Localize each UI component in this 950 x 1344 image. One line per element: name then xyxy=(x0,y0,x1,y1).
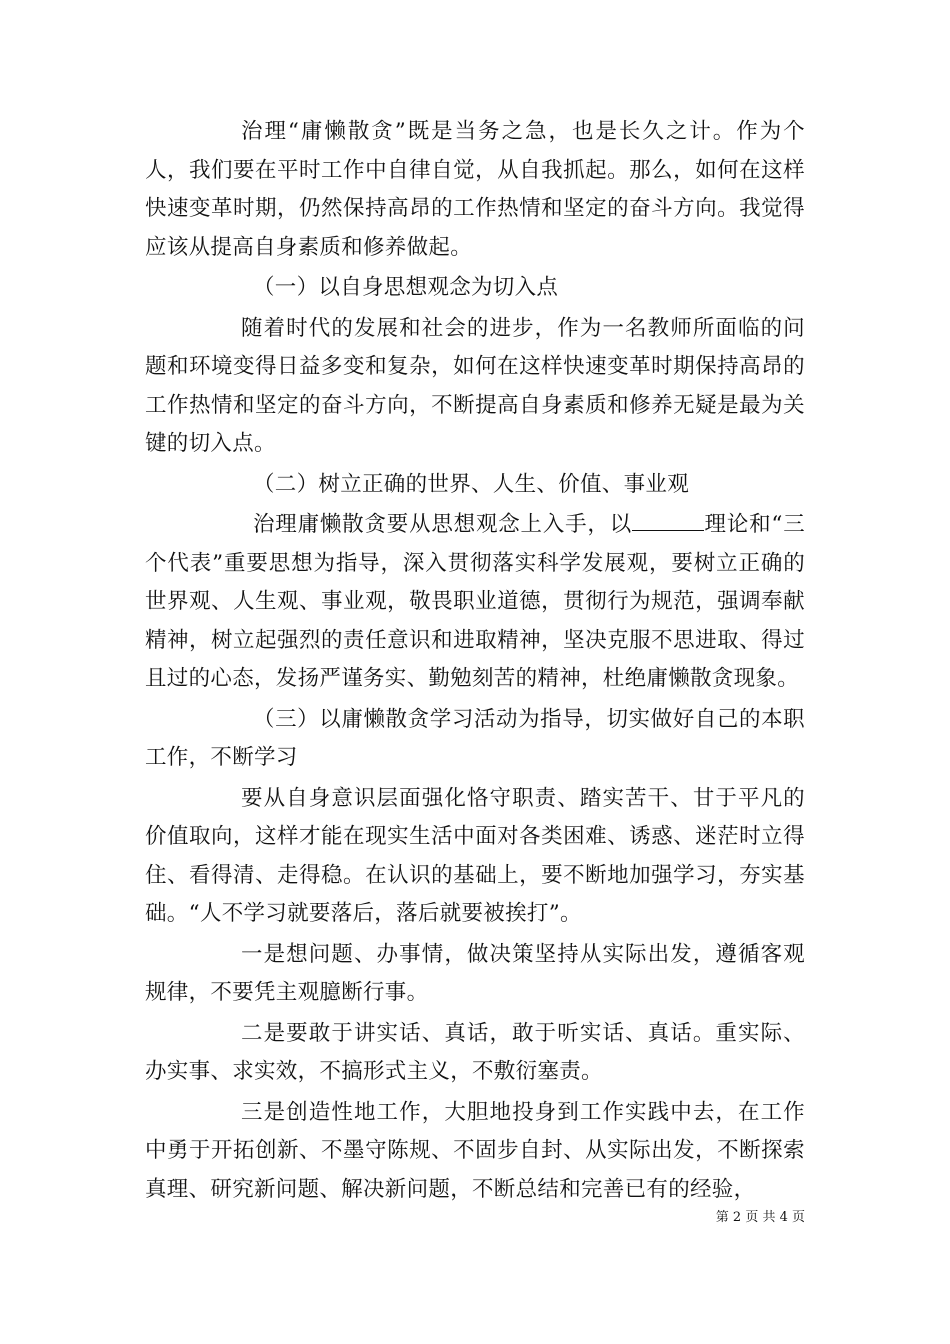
paragraph-point-3: 三是创造性地工作，大胆地投身到工作实践中去，在工作中勇于开拓创新、不墨守陈规、不固步自封、从实际出发，不断探索真理、研究新问题、解决新问题，不断总结和完善已有的经验， xyxy=(145,1099,805,1202)
paragraph-section-1: 随着时代的发展和社会的进步，作为一名教师所面临的问题和环境变得日益多变和复杂，如何在这样快速变革时期保持高昂的工作热情和坚定的奋斗方向，不断提高自身素质和修养无疑是最为关键的切入点。 xyxy=(145,315,805,456)
paragraph-intro: 治理“庸懒散贪”既是当务之急，也是长久之计。作为个人，我们要在平时工作中自律自觉，从自我抓起。那么，如何在这样快速变革时期，仍然保持高昂的工作热情和坚定的奋斗方向。我觉得应该从提高自身素质和修养做起。 xyxy=(145,119,805,260)
section-heading-1: （一）以自身思想观念为切入点 xyxy=(253,275,559,300)
paragraph-section-3: 要从自身意识层面强化恪守职责、踏实苦干、甘于平凡的价值取向，这样才能在现实生活中面对各类困难、诱惑、迷茫时立得住、看得清、走得稳。在认识的基础上，要不断地加强学习，夯实基础。“人不学习就要落后，落后就要被挨打”。 xyxy=(145,785,805,926)
paragraph-point-2: 二是要敢于讲实话、真话，敢于听实话、真话。重实际、办实事、求实效，不搞形式主义，不敷衍塞责。 xyxy=(145,1020,805,1084)
paragraph-point-1: 一是想问题、办事情，做决策坚持从实际出发，遵循客观规律，不要凭主观臆断行事。 xyxy=(145,941,805,1005)
paragraph-section-2 xyxy=(145,506,805,699)
page-number: 第 2 页 共 4 页 xyxy=(715,1210,805,1225)
section-heading-2: （二）树立正确的世界、人生、价值、事业观 xyxy=(253,471,690,497)
document-body xyxy=(145,113,805,1209)
paragraph-section-2-part-2: 理论和“三个代表”重要思想为指导，深入贯彻落实科学发展观，要树立正确的世界观、人生观、事业观，敬畏职业道德，贯彻行为规范，强调奉献精神，树立起强烈的责任意识和进取精神，坚决克服不思进取、得过且过的心态，发扬严谨务实、勤勉刻苦的精神，杜绝庸懒散贪现象。 xyxy=(145,512,805,691)
paragraph-section-2-part-1: 治理庸懒散贪要从思想观念上入手，以 xyxy=(253,512,633,537)
blank-underline xyxy=(632,510,704,531)
section-heading-3: （三）以庸懒散贪学习活动为指导，切实做好自己的本职工作，不断学习 xyxy=(145,706,805,770)
